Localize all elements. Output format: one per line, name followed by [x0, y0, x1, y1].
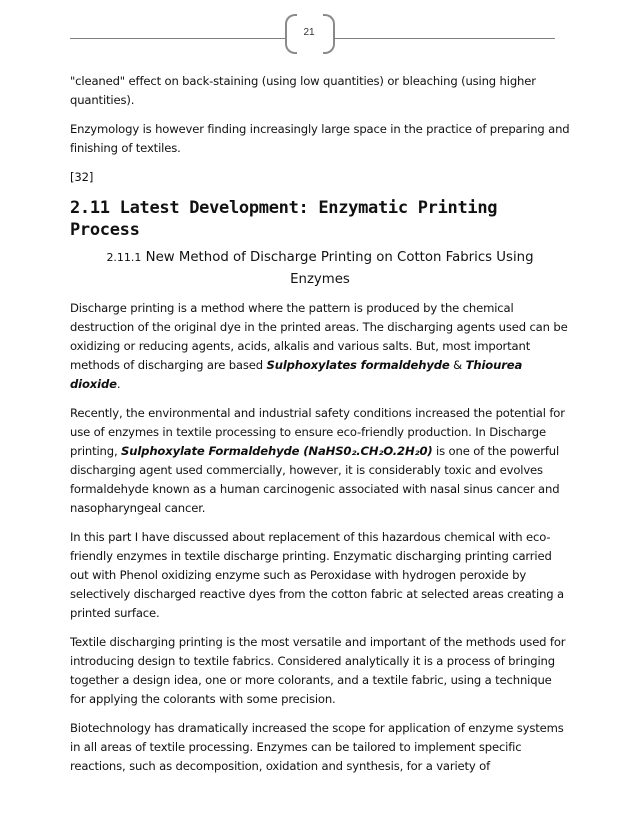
p4-text-b: is one of the powerful discharging agent used commercially, however, it is considerably toxic and evolves formaldehyde known as a human carcinogenic associated with nasal sinus cancer and nasopharyngeal cancer.: [70, 444, 560, 515]
p3-text-a: Discharge printing is a method where the pattern is produced by the chemical destruction of the original dye in the printed areas. The discharging agents used can be oxidizing or reducing agents, acids, alkalis and various salts. But, most important methods of discharging are based: [70, 301, 568, 372]
p3-text-c: .: [116, 377, 121, 391]
p3-bold-thiourea: Thiourea dioxide: [70, 358, 523, 391]
paragraph-cleaned-effect: "cleaned" effect on back-staining (using low quantities) or bleaching (using higher quantities).: [70, 74, 536, 107]
paragraph-replacement: In this part I have discussed about replacement of this hazardous chemical with eco- friendly enzymes in textile discharge printing. Enzymatic discharging printing carried out with Phenol oxidizing enzyme such as Peroxidase with hydrogen peroxide by selectively discharged reactive dyes from the cotton fabric at selected areas creating a printed surface.: [70, 530, 565, 620]
p3-text-b: &: [449, 358, 466, 372]
subsection-heading: [70, 247, 570, 291]
subsection-number: 2.11.1: [106, 251, 142, 264]
page-body: [70, 72, 570, 786]
paragraph-textile-discharging: Textile discharging printing is the most versatile and important of the methods used for introducing design to textile fabrics. Considered analytically it is a process of bringing together a design idea, one or more colorants, and a textile fabric, using a technique for applying the colorants with some precision.: [70, 635, 566, 706]
p4-bold-formula: Sulphoxylate Formaldehyde (NaHS0₂.CH₂O.2H₂0): [121, 444, 433, 458]
right-bracket-ornament: [323, 14, 335, 54]
subsection-title: New Method of Discharge Printing on Cotton Fabrics Using Enzymes: [145, 250, 534, 287]
section-heading: 2.11 Latest Development: Enzymatic Printing Process: [70, 198, 498, 240]
page-header: [0, 0, 638, 60]
citation: [32]: [70, 170, 94, 184]
p4-text-a: Recently, the environmental and industrial safety conditions increased the potential for use of enzymes in textile processing to ensure eco-friendly production. In Discharge printing,: [70, 406, 565, 458]
paragraph-biotechnology: Biotechnology has dramatically increased the scope for application of enzyme systems in all areas of textile processing. Enzymes can be tailored to implement specific reactions, such as decomposition, oxidation and synthesis, for a variety of: [70, 721, 564, 773]
header-rule-left: [70, 38, 285, 39]
p3-bold-sulphoxylates: Sulphoxylates formaldehyde: [266, 358, 450, 372]
paragraph-enzymology: Enzymology is however finding increasingly large space in the practice of preparing and finishing of textiles.: [70, 122, 570, 155]
paragraph-discharge-printing: [70, 299, 570, 394]
paragraph-recently: [70, 404, 570, 518]
header-rule-right: [333, 38, 555, 39]
page-number: 21: [303, 27, 315, 38]
